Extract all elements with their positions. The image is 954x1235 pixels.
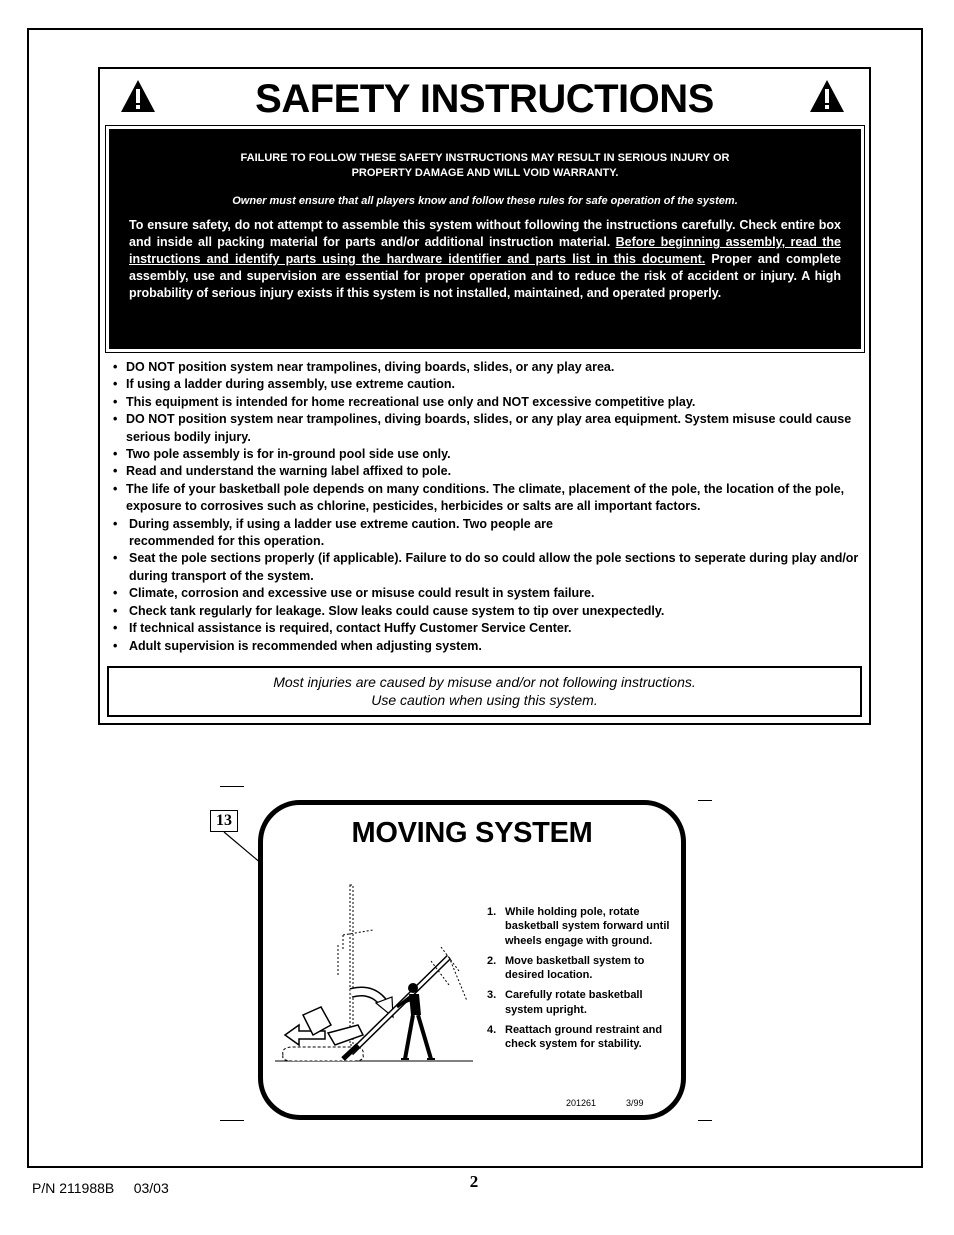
list-item: • Climate, corrosion and excessive use or misuse could result in system failure. bbox=[111, 585, 861, 602]
callout-number: 13 bbox=[210, 810, 238, 832]
list-item: 2. Move basketball system to desired location. bbox=[487, 954, 645, 982]
list-item: • DO NOT position system near trampolines, diving boards, slides, or any play area equipment. System misuse could cause serious bodily injury. bbox=[111, 411, 861, 446]
list-item: • DO NOT position system near trampolines, diving boards, slides, or any play area. bbox=[111, 359, 861, 376]
caution-note: Most injuries are caused by misuse and/or not following instructions. Use caution when using this system. bbox=[107, 666, 862, 717]
crop-mark bbox=[220, 786, 244, 787]
safety-rules-list bbox=[111, 359, 861, 655]
page-number: 2 bbox=[469, 1172, 479, 1191]
crop-mark bbox=[698, 800, 712, 801]
list-item: • During assembly, if using a ladder use extreme caution. Two people are recommended for this operation. bbox=[111, 516, 861, 551]
crop-mark bbox=[698, 1120, 712, 1121]
crop-mark bbox=[220, 1120, 244, 1121]
label-date: 3/99 bbox=[626, 1098, 644, 1108]
warning-body: To ensure safety, do not attempt to assemble this system without following the instructions carefully. Check entire box and inside all packing material for parts and/or additional instruction material. Before beginning assembly, read the instructions and identify parts using the hardware identifier and parts list in this document. Proper and complete assembly, use and supervision are essential for proper operation and to reduce the risk of accident or injury. A high probability of serious injury exists if this system is not installed, maintained, and operated properly. bbox=[129, 218, 841, 300]
warning-panel bbox=[109, 129, 861, 349]
warning-triangle-icon bbox=[809, 79, 845, 113]
list-item: • If using a ladder during assembly, use extreme caution. bbox=[111, 376, 861, 393]
list-item: • Two pole assembly is for in-ground pool side use only. bbox=[111, 446, 861, 463]
safety-title: SAFETY INSTRUCTIONS bbox=[255, 77, 714, 121]
warning-heading: FAILURE TO FOLLOW THESE SAFETY INSTRUCTIONS MAY RESULT IN SERIOUS INJURY OR PROPERTY DAMAGE AND WILL VOID WARRANTY. bbox=[240, 152, 730, 179]
underlined-instruction: Before beginning assembly, read the instructions and identify parts using the hardware identifier and parts list in this document. bbox=[129, 235, 841, 266]
list-item: • Check tank regularly for leakage. Slow leaks could cause system to tip over unexpectedly. bbox=[111, 603, 861, 620]
list-item: 1. While holding pole, rotate basketball system forward until wheels engage with ground. bbox=[487, 906, 670, 947]
list-item: • This equipment is intended for home recreational use only and NOT excessive competitive play. bbox=[111, 394, 861, 411]
list-item: 4. Reattach ground restraint and check system for stability. bbox=[487, 1024, 663, 1051]
owner-note: Owner must ensure that all players know and follow these rules for safe operation of the system. bbox=[232, 195, 738, 207]
list-item: • Read and understand the warning label affixed to pole. bbox=[111, 463, 861, 480]
moving-system-illustration bbox=[273, 875, 478, 1075]
list-item: • If technical assistance is required, contact Huffy Customer Service Center. bbox=[111, 620, 861, 637]
list-item: • Seat the pole sections properly (if applicable). Failure to do so could allow the pole sections to seperate during play and/or during transport of the system. bbox=[111, 550, 861, 585]
moving-steps-list bbox=[485, 905, 683, 1058]
list-item: 3. Carefully rotate basketball system upright. bbox=[487, 989, 643, 1016]
label-title: MOVING SYSTEM bbox=[351, 817, 593, 849]
moving-system-label bbox=[258, 800, 686, 1120]
part-number: P/N 211988B 03/03 bbox=[32, 1180, 169, 1196]
list-item: • The life of your basketball pole depends on many conditions. The climate, placement of the pole, the location of the pole, exposure to corrosives such as chlorine, pesticides, herbicides or salts are all important factors. bbox=[111, 481, 861, 516]
safety-instructions-box bbox=[98, 67, 871, 725]
list-item: • Adult supervision is recommended when adjusting system. bbox=[111, 638, 861, 655]
label-code: 201261 bbox=[566, 1098, 597, 1108]
